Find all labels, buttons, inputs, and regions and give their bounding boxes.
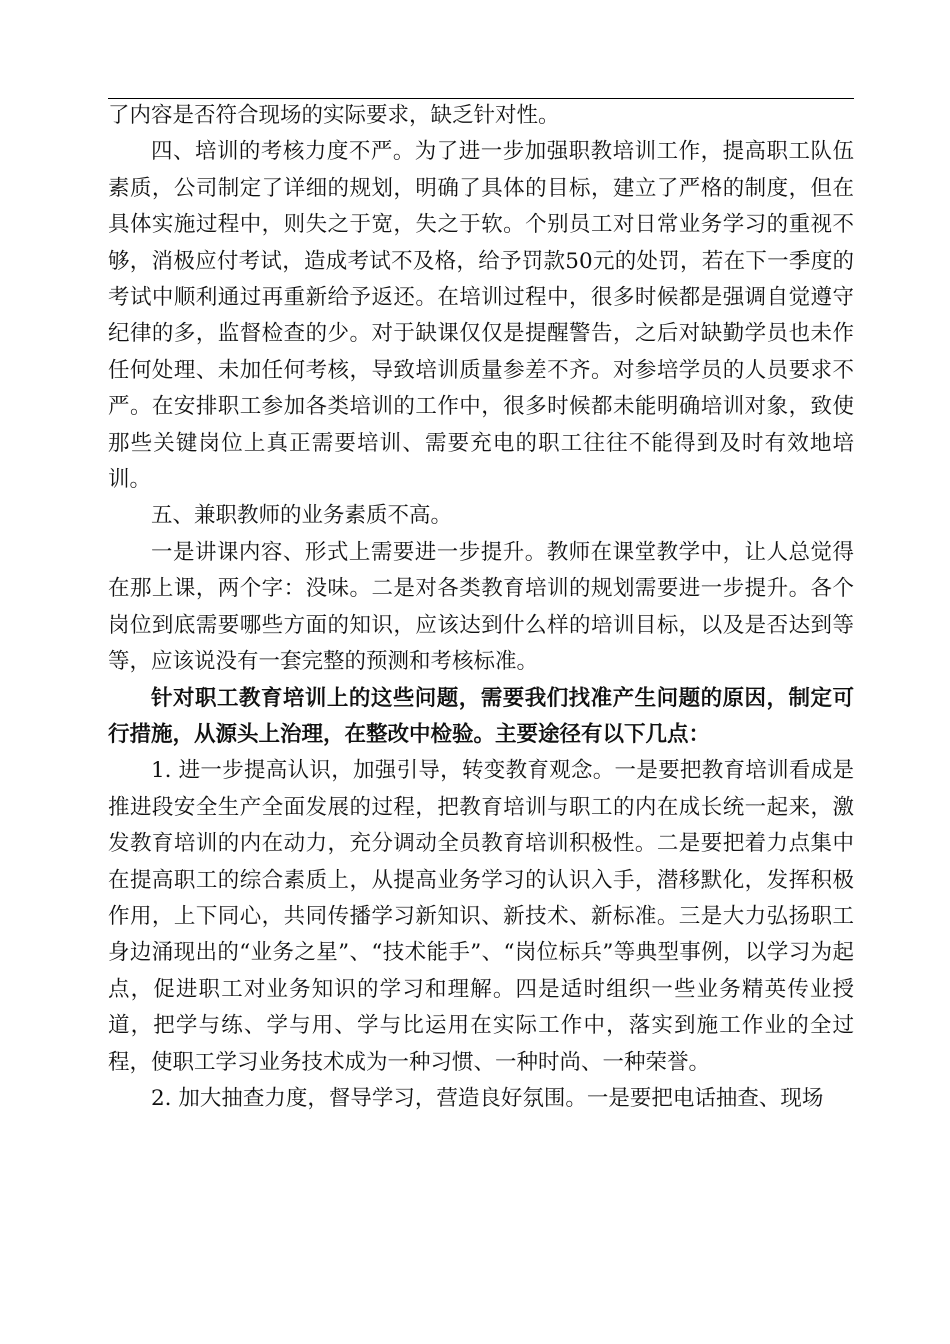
paragraph-section-five-body: 一是讲课内容、形式上需要进一步提升。教师在课堂教学中，让人总觉得在那上课，两个字：没味。二是对各类教育培训的规划需要进一步提升。各个岗位到底需要哪些方面的知识，应该达到什么样的培训目标，以及是否达到等等，应该说没有一套完整的预测和考核标准。	[108, 539, 854, 675]
paragraph-bold-summary: 针对职工教育培训上的这些问题，需要我们找准产生问题的原因，制定可行措施，从源头上治理，在整改中检验。主要途径有以下几点：	[108, 685, 854, 747]
paragraph-continuation: 了内容是否符合现场的实际要求，缺乏针对性。	[108, 103, 560, 128]
paragraph-section-four: 四、培训的考核力度不严。为了进一步加强职教培训工作，提高职工队伍素质，公司制定了详细的规划，明确了具体的目标，建立了严格的制度，但在具体实施过程中，则失之于宽，失之于软。个别员工对日常业务学习的重视不够，消极应付考试，造成考试不及格，给予罚款50元的处罚，若在下一季度的考试中顺利通过再重新给予返还。在培训过程中，很多时候都是强调自觉遵守纪律的多，监督检查的少。对于缺课仅仅是提醒警告，之后对缺勤学员也未作任何处理、未加任何考核，导致培训质量参差不齐。对参培学员的人员要求不严。在安排职工参加各类培训的工作中，很多时候都未能明确培训对象，致使那些关键岗位上真正需要培训、需要充电的职工往往不能得到及时有效地培训。	[108, 139, 854, 493]
paragraph-measure-one: 1. 进一步提高认识，加强引导，转变教育观念。一是要把教育培训看成是推进段安全生产全面发展的过程，把教育培训与职工的内在成长统一起来，激发教育培训的内在动力，充分调动全员教育培训积极性。二是要把着力点集中在提高职工的综合素质上，从提高业务学习的认识入手，潜移默化，发挥积极作用，上下同心，共同传播学习新知识、新技术、新标准。三是大力弘扬职工身边涌现出的“业务之星”、“技术能手”、“岗位标兵”等典型事例，以学习为起点，促进职工对业务知识的学习和理解。四是适时组织一些业务精英传业授道，把学与练、学与用、学与比运用在实际工作中，落实到施工作业的全过程，使职工学习业务技术成为一种习惯、一种时尚、一种荣誉。	[108, 758, 854, 1075]
paragraph-section-five-heading: 五、兼职教师的业务素质不高。	[151, 503, 453, 529]
paragraph-measure-two: 2. 加大抽查力度，督导学习，营造良好氛围。一是要把电话抽查、现场	[151, 1085, 824, 1111]
document-body	[108, 98, 854, 1117]
